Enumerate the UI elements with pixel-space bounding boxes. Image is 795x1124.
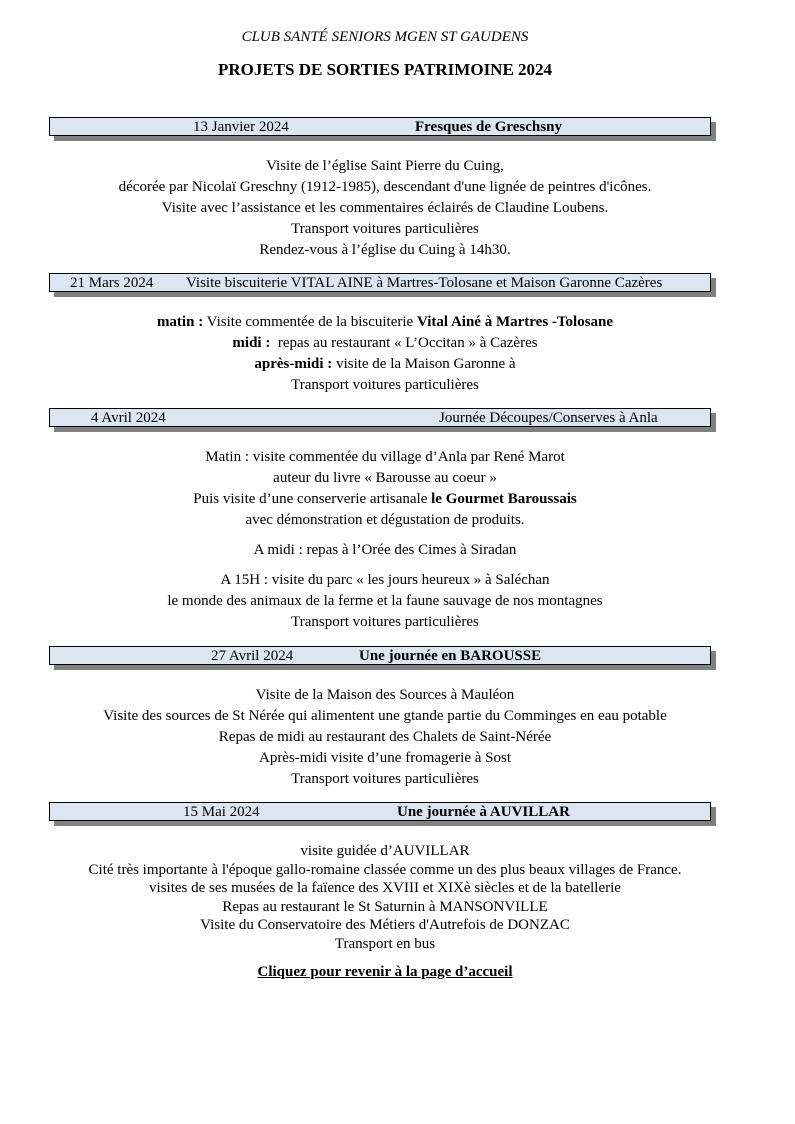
- detail-line: [0, 312, 770, 333]
- detail-line: [0, 354, 770, 375]
- outing-details-5: [0, 842, 770, 954]
- detail-line: auteur du livre « Barousse au coeur »: [273, 470, 497, 486]
- detail-line: [0, 333, 770, 354]
- detail-text: visite de la Maison Garonne à: [332, 356, 516, 372]
- outing-header-2: [49, 273, 711, 292]
- detail-line: Repas au restaurant le St Saturnin à MANSONVILLE: [222, 898, 548, 915]
- detail-line: [0, 489, 770, 510]
- outing-header-5: [49, 802, 711, 821]
- outing-title: Fresques de Greschsny: [415, 119, 562, 135]
- detail-line: Visite de l’église Saint Pierre du Cuing,: [266, 158, 504, 174]
- detail-line: décorée par Nicolaï Greschny (1912-1985), descendant d'une lignée de peintres d'icônes.: [118, 179, 652, 195]
- detail-label: matin :: [156, 314, 204, 330]
- outing-header-4: [49, 646, 711, 665]
- detail-emphasis: Vital Ainé à Martres -Tolosane: [416, 314, 614, 330]
- detail-line: visites de ses musées de la faïence des XVIII et XIXè siècles et de la batellerie: [149, 880, 621, 897]
- detail-line: Cité très importante à l'époque gallo-romaine classée comme un des plus beaux villages de France.: [88, 861, 682, 878]
- page-title: PROJETS DE SORTIES PATRIMOINE 2024: [217, 60, 553, 79]
- outing-title: Journée Découpes/Conserves à Anla: [439, 410, 658, 426]
- detail-line: Visite des sources de St Nérée qui alimentent une gtande partie du Comminges en eau potable: [103, 708, 667, 724]
- detail-line: Visite avec l’assistance et les commentaires éclairés de Claudine Loubens.: [161, 200, 609, 216]
- outing-details-3: [0, 447, 770, 633]
- detail-line: Transport en bus: [334, 935, 436, 952]
- outing-title: Une journée à AUVILLAR: [397, 804, 570, 820]
- detail-line: Après-midi visite d’une fromagerie à Sost: [258, 750, 512, 766]
- detail-line: A 15H : visite du parc « les jours heureux » à Saléchan: [220, 572, 550, 588]
- outing-details-4: [0, 685, 770, 790]
- outing-title: Visite biscuiterie VITAL AINE à Martres-Tolosane et Maison Garonne Cazères: [186, 275, 663, 291]
- outing-title: Une journée en BAROUSSE: [359, 648, 542, 664]
- detail-label: après-midi :: [254, 356, 333, 372]
- outing-date: 27 Avril 2024: [211, 648, 294, 664]
- detail-line: Transport voitures particulières: [291, 377, 479, 393]
- detail-line: Matin : visite commentée du village d’Anla par René Marot: [205, 449, 565, 465]
- detail-emphasis: le Gourmet Baroussais: [431, 491, 577, 507]
- outing-details-2: [0, 312, 770, 396]
- detail-text: Visite commentée de la biscuiterie: [203, 314, 417, 330]
- detail-line: Transport voitures particulières: [291, 771, 479, 787]
- outing-details-1: [0, 156, 770, 261]
- detail-line: le monde des animaux de la ferme et la faune sauvage de nos montagnes: [167, 593, 603, 609]
- outing-header-1: [49, 117, 711, 136]
- detail-line: avec démonstration et dégustation de produits.: [245, 512, 525, 528]
- detail-line: Rendez-vous à l’église du Cuing à 14h30.: [259, 242, 511, 258]
- detail-line: Visite de la Maison des Sources à Mauléon: [255, 687, 515, 703]
- outing-date: 15 Mai 2024: [183, 804, 260, 820]
- back-to-home-link[interactable]: Cliquez pour revenir à la page d’accueil: [257, 964, 513, 980]
- detail-text: Puis visite d’une conserverie artisanale: [193, 491, 432, 507]
- outing-date: 4 Avril 2024: [91, 410, 166, 426]
- detail-label: midi :: [232, 335, 271, 351]
- detail-line: Transport voitures particulières: [291, 614, 479, 630]
- detail-line: Transport voitures particulières: [291, 221, 479, 237]
- outing-date: 21 Mars 2024: [70, 275, 154, 291]
- outing-header-3: [49, 408, 711, 427]
- detail-text: repas au restaurant « L’Occitan » à Cazères: [270, 335, 538, 351]
- detail-line: Repas de midi au restaurant des Chalets de Saint-Nérée: [218, 729, 552, 745]
- outing-date: 13 Janvier 2024: [193, 119, 289, 135]
- detail-line: visite guidée d’AUVILLAR: [300, 843, 470, 859]
- detail-line: A midi : repas à l’Orée des Cimes à Siradan: [253, 542, 517, 558]
- detail-line: Visite du Conservatoire des Métiers d'Autrefois de DONZAC: [200, 917, 570, 934]
- club-name: CLUB SANTÉ SENIORS MGEN ST GAUDENS: [241, 29, 529, 45]
